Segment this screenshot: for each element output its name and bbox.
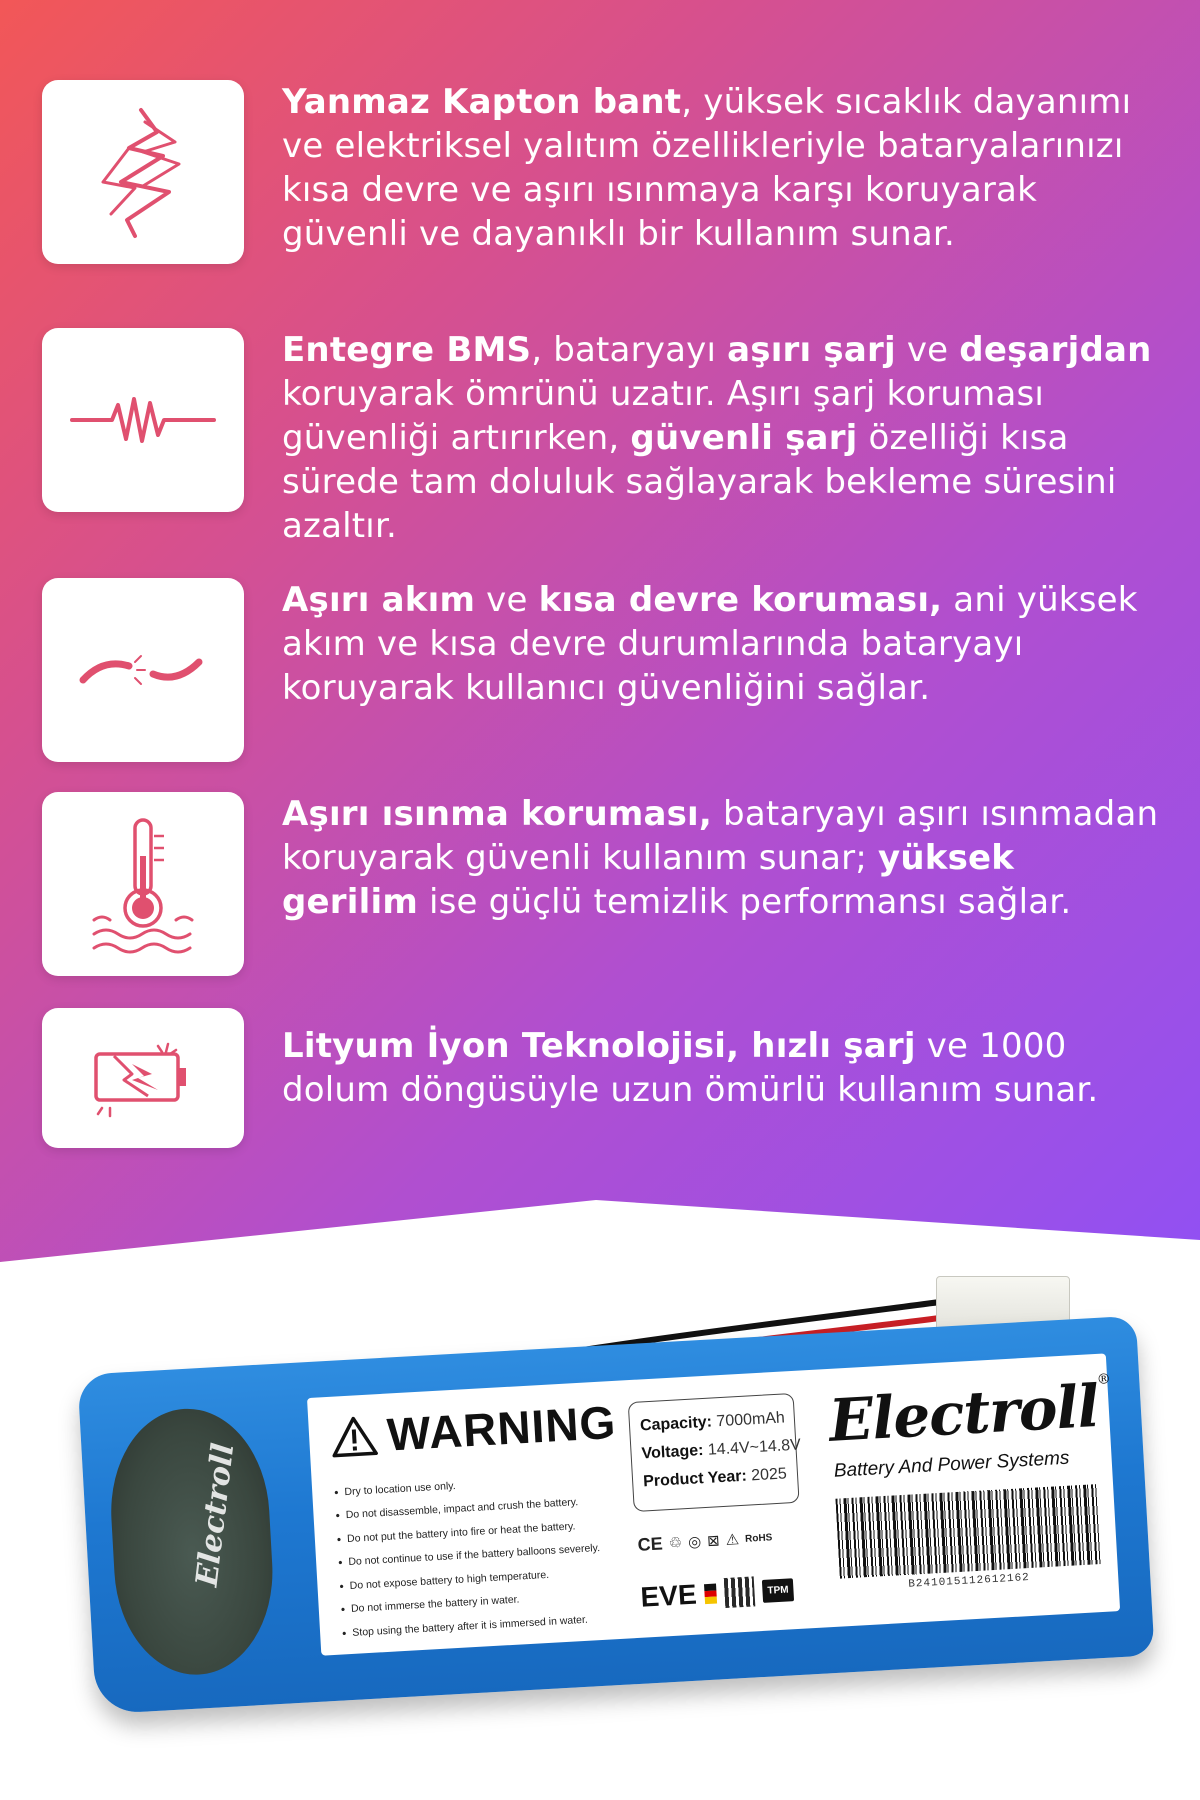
warning-item: • Do not continue to use if the battery balloons severely. xyxy=(338,1534,639,1574)
warning-item: • Stop using the battery after it is immersed in water. xyxy=(342,1605,643,1645)
feature-text xyxy=(282,792,1162,924)
barcode xyxy=(835,1484,1101,1579)
feature-text-bold: aşırı şarj xyxy=(727,330,896,370)
serial-number: B241015112612162 xyxy=(908,1572,1031,1591)
warning-triangle-icon xyxy=(330,1414,378,1459)
warning-list xyxy=(334,1464,643,1645)
feature-text xyxy=(282,1024,1162,1112)
warning-item: • Do not expose battery to high temperature. xyxy=(339,1558,640,1598)
feature-text-bold: Entegre BMS xyxy=(282,330,532,370)
recycle-icon: ♲ xyxy=(668,1534,683,1553)
feature-text-bold: kısa devre koruması, xyxy=(538,580,943,620)
maker-logo: EVE xyxy=(639,1578,698,1613)
feature-text-run: ve xyxy=(895,330,960,370)
feature-text-run: , yüksek sıcaklık dayanımı ve elektriksel yalıtım özellikleriyle bataryalarınızı kısa devre ve aşırı ısınmaya karşı koruyarak güvenli ve dayanıklı bir kullanım sunar. xyxy=(282,82,1132,254)
feature-text-bold: Aşırı akım xyxy=(282,580,476,620)
feature-text-run: ve 1000 dolum döngüsüyle uzun ömürlü kullanım sunar. xyxy=(282,1026,1099,1110)
battery-label xyxy=(307,1353,1120,1655)
bin-icon: ⊠ xyxy=(706,1532,721,1550)
spec-year-label: Product Year: xyxy=(642,1467,748,1491)
qr-code-icon xyxy=(724,1576,756,1608)
spec-voltage-label: Voltage: xyxy=(641,1442,704,1463)
feature-text-bold: Lityum İyon Teknolojisi, hızlı şarj xyxy=(282,1026,916,1066)
caution-icon: ⚠ xyxy=(725,1531,740,1549)
broken-battery-icon xyxy=(88,1038,198,1118)
feature-text-run: ve xyxy=(475,580,539,620)
spec-box xyxy=(628,1393,800,1512)
feature-text xyxy=(282,80,1162,256)
tpm-badge: TPM xyxy=(762,1578,794,1603)
lightning-bolt-icon xyxy=(83,102,203,242)
resistor-icon xyxy=(68,385,218,455)
thermometer-icon xyxy=(88,814,198,954)
sgs-icon: ◎ xyxy=(687,1533,702,1552)
feature-text-run: koruyarak ömrünü uzatır. Aşırı şarj koruması güvenliği artırırken, xyxy=(282,374,1045,458)
warning-title xyxy=(330,1395,618,1465)
spec-capacity-label: Capacity: xyxy=(639,1413,713,1435)
warning-item: • Do not immerse the battery in water. xyxy=(340,1581,641,1621)
warning-item: • Dry to location use only. xyxy=(334,1464,635,1504)
warning-item: • Do not disassemble, impact and crush the battery. xyxy=(335,1487,636,1527)
spec-capacity-value: 7000mAh xyxy=(715,1409,786,1431)
feature-text-run: bataryayı aşırı ısınmadan koruyarak güvenli kullanım sunar; xyxy=(282,794,1159,878)
certification-row xyxy=(637,1520,818,1560)
spec-year-value: 2025 xyxy=(750,1465,788,1485)
broken-wire-icon xyxy=(73,640,213,700)
feature-icon-card xyxy=(42,328,244,512)
brand-logo xyxy=(827,1371,1113,1455)
feature-text-run: , bataryayı xyxy=(531,330,728,370)
feature-text-bold: deşarjdan xyxy=(959,330,1152,370)
warning-title-text: WARNING xyxy=(385,1395,618,1461)
feature-text-run: ani yüksek akım ve kısa devre durumlarında bataryayı koruyarak kullanıcı güvenliğini sağlar. xyxy=(282,580,1138,708)
germany-flag-icon xyxy=(704,1584,717,1605)
end-cap-logo: Electroll xyxy=(189,1441,242,1589)
feature-text-bold: yüksek gerilim xyxy=(282,838,1015,922)
feature-text-bold: güvenli şarj xyxy=(630,418,858,458)
maker-row xyxy=(639,1566,821,1620)
feature-icon-card xyxy=(42,792,244,976)
feature-text xyxy=(282,328,1162,548)
feature-text-bold: Aşırı ısınma koruması, xyxy=(282,794,713,834)
warning-item: • Do not put the battery into fire or heat the battery. xyxy=(336,1511,637,1551)
registered-mark: ® xyxy=(1096,1371,1111,1388)
feature-icon-card xyxy=(42,578,244,762)
feature-text-run: ise güçlü temizlik performansı sağlar. xyxy=(417,882,1072,922)
feature-text xyxy=(282,578,1162,710)
feature-text-run: özelliği kısa sürede tam doluluk sağlayarak bekleme süresini azaltır. xyxy=(282,418,1117,546)
battery-end-cap xyxy=(106,1405,279,1679)
feature-icon-card xyxy=(42,1008,244,1148)
rohs-mark: RoHS xyxy=(744,1531,773,1545)
feature-icon-card xyxy=(42,80,244,264)
spec-voltage-value: 14.4V~14.8V xyxy=(707,1436,802,1459)
battery-pack xyxy=(77,1316,1154,1715)
feature-text-bold: Yanmaz Kapton bant xyxy=(282,82,682,122)
ce-mark: CE xyxy=(637,1532,664,1555)
brand-tagline: Battery And Power Systems xyxy=(833,1447,1070,1482)
brand-name: Electroll xyxy=(827,1371,1101,1455)
